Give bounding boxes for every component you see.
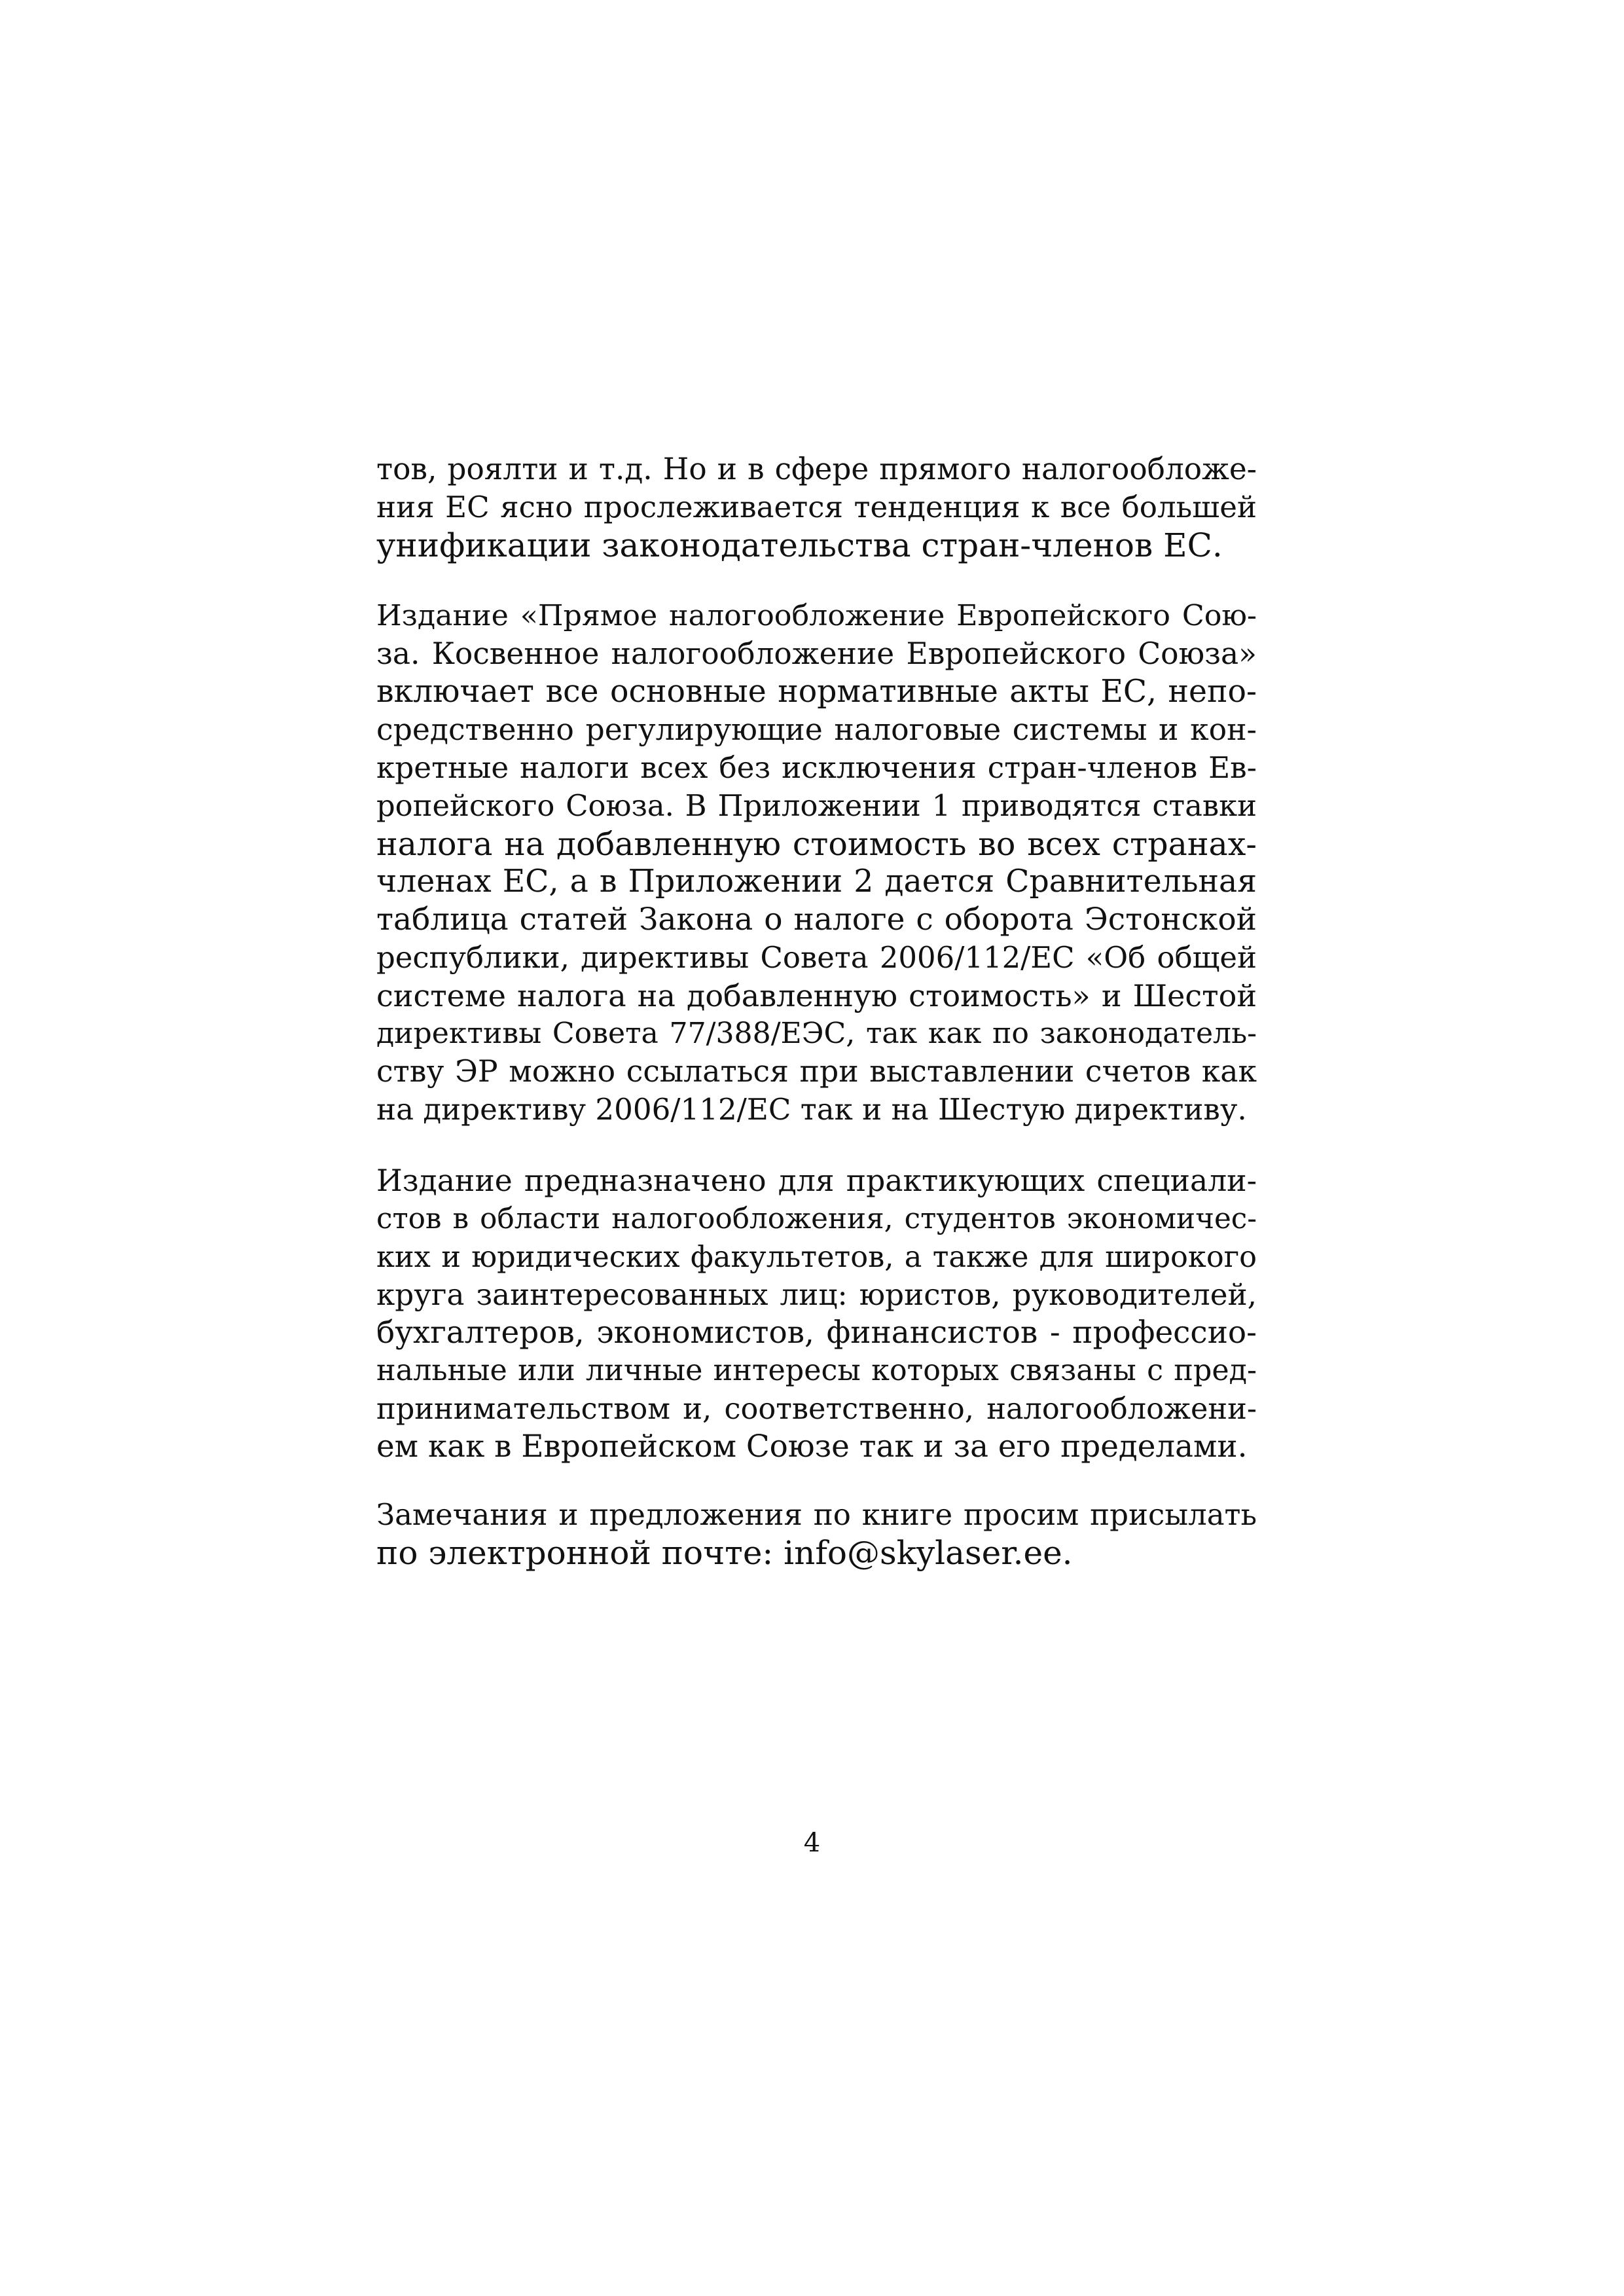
text-line: включает все основные нормативные акты ЕС, непо-	[376, 674, 1257, 710]
text-line: бухгалтеров, экономистов, финансистов - профессио-	[376, 1315, 1257, 1351]
page-number: 4	[803, 1828, 821, 1858]
text-line: налога на добавленную стоимость во всех странах-	[376, 825, 1257, 863]
text-line: кретные налоги всех без исключения стран-членов Ев-	[376, 750, 1257, 785]
paragraph-3	[376, 1162, 1257, 1466]
text-line: республики, директивы Совета 2006/112/ЕС «Об общей	[376, 940, 1257, 975]
text-line: средственно регулирующие налоговые системы и кон-	[376, 712, 1257, 747]
text-line: тов, роялти и т.д. Но и в сфере прямого налогообложе-	[376, 452, 1257, 486]
text-line: директивы Совета 77/388/ЕЭС, так как по законодатель-	[376, 1017, 1257, 1050]
paragraph-2	[376, 597, 1257, 1129]
text-line: стов в области налогообложения, студентов экономичес-	[376, 1202, 1257, 1235]
paragraph-4	[376, 1496, 1257, 1572]
text-line: ству ЭР можно ссылаться при выставлении счетов как	[376, 1054, 1257, 1089]
text-line: унификации законодательства стран-членов ЕС.	[376, 526, 1223, 564]
text-line: ем как в Европейском Союзе так и за его пределами.	[376, 1429, 1248, 1465]
text-line: ких и юридических факультетов, а также для широкого	[376, 1240, 1257, 1274]
text-line: Замечания и предложения по книге просим присылать	[376, 1497, 1257, 1532]
text-line: за. Косвенное налогообложение Европейского Союза»	[376, 636, 1257, 671]
text-line: ропейского Союза. В Приложении 1 приводятся ставки	[376, 788, 1257, 823]
text-line: ния ЕС ясно прослеживается тенденция к все большей	[376, 490, 1257, 524]
text-line: Издание предназначено для практикующих специали-	[376, 1163, 1257, 1198]
text-line: членах ЕС, а в Приложении 2 дается Сравнительная	[376, 864, 1257, 900]
text-line: на директиву 2006/112/ЕС так и на Шестую директиву.	[376, 1092, 1247, 1127]
paragraph-1	[376, 450, 1257, 564]
text-line: принимательством и, соответственно, налогообложени-	[376, 1392, 1257, 1426]
text-line: по электронной почте: info@skylaser.ee.	[376, 1534, 1073, 1572]
text-line: круга заинтересованных лиц: юристов, руководителей,	[376, 1277, 1257, 1312]
text-line: нальные или личные интересы которых связаны с пред-	[376, 1354, 1257, 1387]
text-line: Издание «Прямое налогообложение Европейского Сою-	[376, 599, 1257, 632]
text-line: системе налога на добавленную стоимость» и Шестой	[376, 978, 1257, 1013]
text-line: таблица статей Закона о налоге с оборота Эстонской	[376, 902, 1257, 938]
